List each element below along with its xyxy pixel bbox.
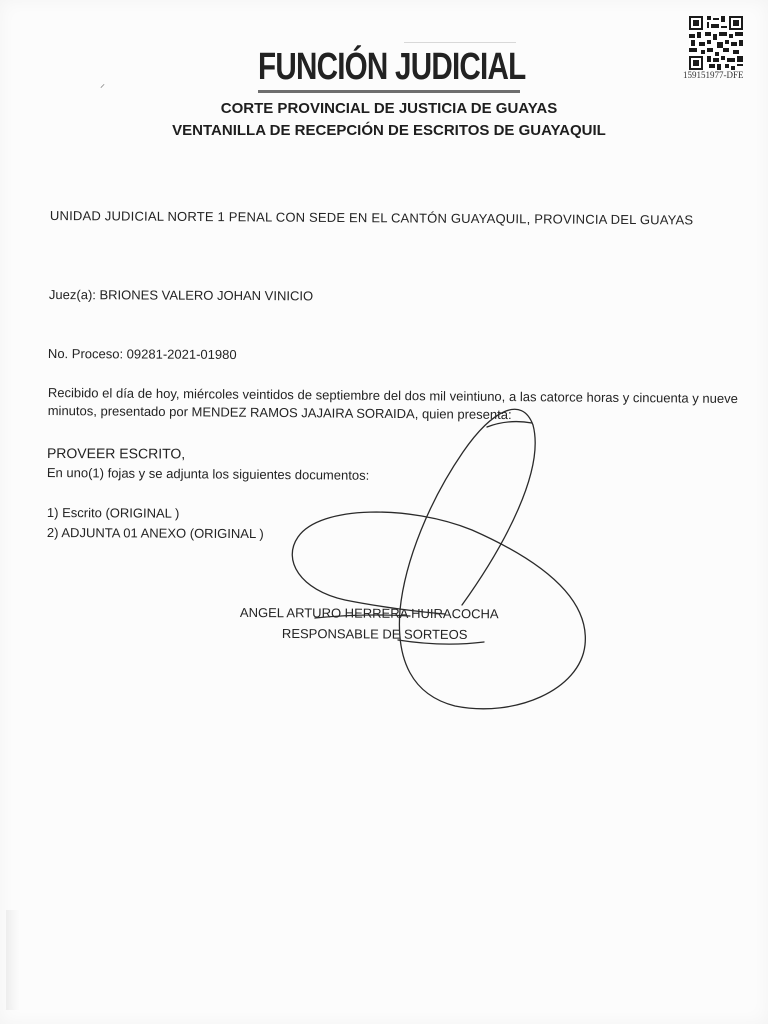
qr-code-number: 159151977-DFE — [683, 70, 744, 80]
scan-shadow — [6, 910, 20, 1010]
qr-code-icon — [689, 16, 743, 70]
process-number: No. Proceso: 09281-2021-01980 — [47, 346, 237, 362]
document-item: 2) ADJUNTA 01 ANEXO (ORIGINAL ) — [46, 525, 264, 542]
court-name: CORTE PROVINCIAL DE JUSTICIA DE GUAYAS — [220, 100, 558, 117]
receipt-statement: Recibido el día de hoy, miércoles veintidos de septiembre del dos mil veintiuno, a las catorce horas y cincuenta y nueve minutos, presentado por MENDEZ RAMOS JAJAIRA SORAIDA, quien presenta: — [47, 384, 738, 423]
pages-statement: En uno(1) fojas y se adjunta los siguientes documentos: — [46, 464, 370, 483]
logo-underline — [258, 90, 520, 93]
faint-rule — [404, 42, 516, 43]
officer-name: ANGEL ARTURO HERRERA HUIRACOCHA — [239, 605, 499, 622]
filing-type: PROVEER ESCRITO, — [46, 445, 186, 462]
funcion-judicial-logo: FUNCIÓN JUDICIAL — [258, 46, 526, 88]
judge-line: Juez(a): BRIONES VALERO JOHAN VINICIO — [48, 287, 314, 304]
document-item: 1) Escrito (ORIGINAL ) — [46, 505, 180, 521]
scan-speck: ⸝ — [100, 79, 105, 90]
officer-title: RESPONSABLE DE SORTEOS — [281, 626, 468, 642]
judicial-unit: UNIDAD JUDICIAL NORTE 1 PENAL CON SEDE EN EL CANTÓN GUAYAQUIL, PROVINCIA DEL GUAYAS — [49, 207, 694, 228]
reception-office: VENTANILLA DE RECEPCIÓN DE ESCRITOS DE GUAYAQUIL — [172, 122, 606, 139]
